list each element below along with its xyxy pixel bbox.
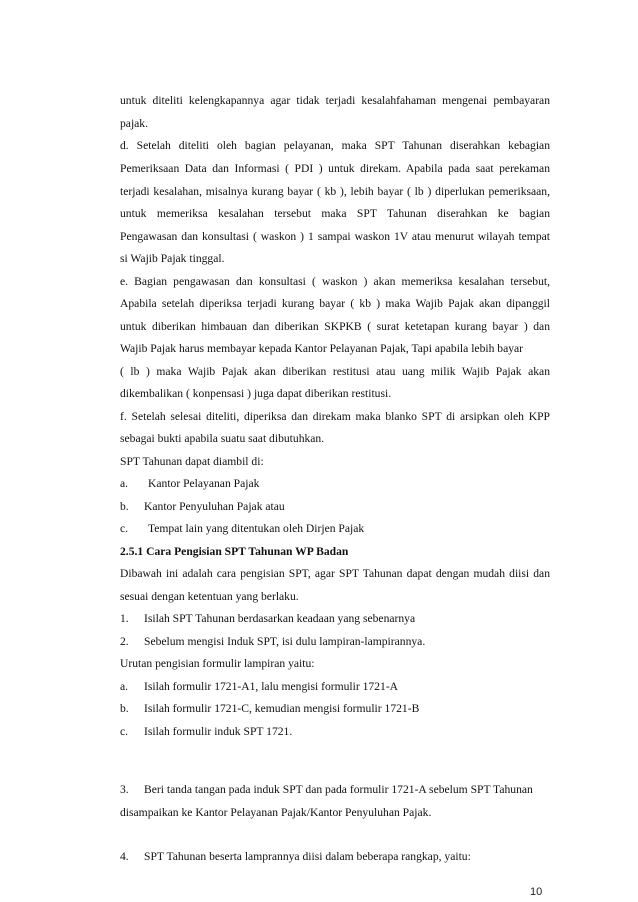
step-marker: 3. <box>120 783 129 796</box>
paragraph-f-line: f. Setelah selesai diteliti, diperiksa dan direkam maka blanko SPT di arsipkan oleh KPP <box>120 410 550 423</box>
paragraph-d-line: d. Setelah diteliti oleh bagian pelayanan, maka SPT Tahunan diserahkan kebagian <box>120 139 550 152</box>
step-marker: 2. <box>120 635 129 648</box>
list-item <box>120 702 419 716</box>
urutan-intro-text: Urutan pengisian formulir lampiran yaitu: <box>120 657 315 670</box>
step-item <box>120 635 425 649</box>
list-text: Kantor Pelayanan Pajak <box>148 477 260 490</box>
list-item <box>120 477 259 491</box>
list-marker: b. <box>120 702 129 715</box>
list-marker: c. <box>120 522 129 535</box>
step-marker: 4. <box>120 850 129 863</box>
paragraph-d-line: untuk memeriksa kesalahan tersebut maka SPT Tahunan diserahkan ke bagian <box>120 207 550 220</box>
paragraph-d-line: Pemeriksaan Data dan Informasi ( PDI ) untuk direkam. Apabila pada saat perekaman <box>120 162 550 175</box>
page-number: 10 <box>530 886 543 898</box>
list-text: Isilah formulir induk SPT 1721. <box>144 725 293 738</box>
paragraph-e-line: e. Bagian pengawasan dan konsultasi ( waskon ) akan memeriksa kesalahan tersebut, <box>120 275 550 288</box>
list-text: Kantor Penyuluhan Pajak atau <box>144 500 285 513</box>
section-intro-line: Dibawah ini adalah cara pengisian SPT, agar SPT Tahunan dapat dengan mudah diisi dan <box>120 567 550 580</box>
section-heading: 2.5.1 Cara Pengisian SPT Tahunan WP Badan <box>120 545 349 558</box>
paragraph-e-line: Wajib Pajak harus membayar kepada Kantor Pelayanan Pajak, Tapi apabila lebih bayar <box>120 342 524 355</box>
section-intro-line: sesuai dengan ketentuan yang berlaku. <box>120 590 299 603</box>
paragraph-line: pajak. <box>120 117 149 130</box>
paragraph-line: untuk diteliti kelengkapannya agar tidak terjadi kesalahfahaman mengenai pembayaran <box>120 94 550 107</box>
list-text: Isilah formulir 1721-C, kemudian mengisi formulir 1721-B <box>144 702 420 715</box>
list-item <box>120 725 292 739</box>
list-text: Tempat lain yang ditentukan oleh Dirjen Pajak <box>148 522 365 535</box>
paragraph-e-line: dikembalikan ( konpensasi ) juga dapat diberikan restitusi. <box>120 387 392 400</box>
paragraph-e-line: Apabila setelah diperiksa terjadi kurang bayar ( kb ) maka Wajib Pajak akan dipanggil <box>120 297 550 310</box>
list-item <box>120 500 285 514</box>
list-marker: a. <box>120 680 129 693</box>
paragraph-e-line: untuk diberikan himbauan dan diberikan SKPKB ( surat ketetapan kurang bayar ) dan <box>120 320 550 333</box>
list-item <box>120 522 364 536</box>
step-text: SPT Tahunan beserta lamprannya diisi dalam beberapa rangkap, yaitu: <box>144 850 471 863</box>
list-marker: c. <box>120 725 129 738</box>
step-item <box>120 850 471 864</box>
list-marker: a. <box>120 477 129 490</box>
paragraph-e-line: ( lb ) maka Wajib Pajak akan diberikan restitusi atau uang milik Wajib Pajak akan <box>120 365 550 378</box>
paragraph-d-line: Pengawasan dan konsultasi ( waskon ) 1 sampai waskon 1V atau menurut wilayah tempat <box>120 230 550 243</box>
list-marker: b. <box>120 500 129 513</box>
step-text: Isilah SPT Tahunan berdasarkan keadaan yang sebenarnya <box>144 612 416 625</box>
step-text: Beri tanda tangan pada induk SPT dan pada formulir 1721-A sebelum SPT Tahunan <box>144 783 533 796</box>
spt-intro-text: SPT Tahunan dapat diambil di: <box>120 455 264 468</box>
list-item <box>120 680 398 694</box>
step-text: Sebelum mengisi Induk SPT, isi dulu lampiran-lampirannya. <box>144 635 426 648</box>
step-item <box>120 783 550 797</box>
paragraph-d-line: terjadi kesalahan, misalnya kurang bayar ( kb ), lebih bayar ( lb ) diperlukan pemeriksaan, <box>120 185 550 198</box>
step-continuation: disampaikan ke Kantor Pelayanan Pajak/Kantor Penyuluhan Pajak. <box>120 806 432 819</box>
paragraph-d-line: si Wajib Pajak tinggal. <box>120 252 225 265</box>
step-marker: 1. <box>120 612 129 625</box>
list-text: Isilah formulir 1721-A1, lalu mengisi formulir 1721-A <box>144 680 399 693</box>
paragraph-f-line: sebagai bukti apabila suatu saat dibutuhkan. <box>120 432 325 445</box>
step-item <box>120 612 415 626</box>
